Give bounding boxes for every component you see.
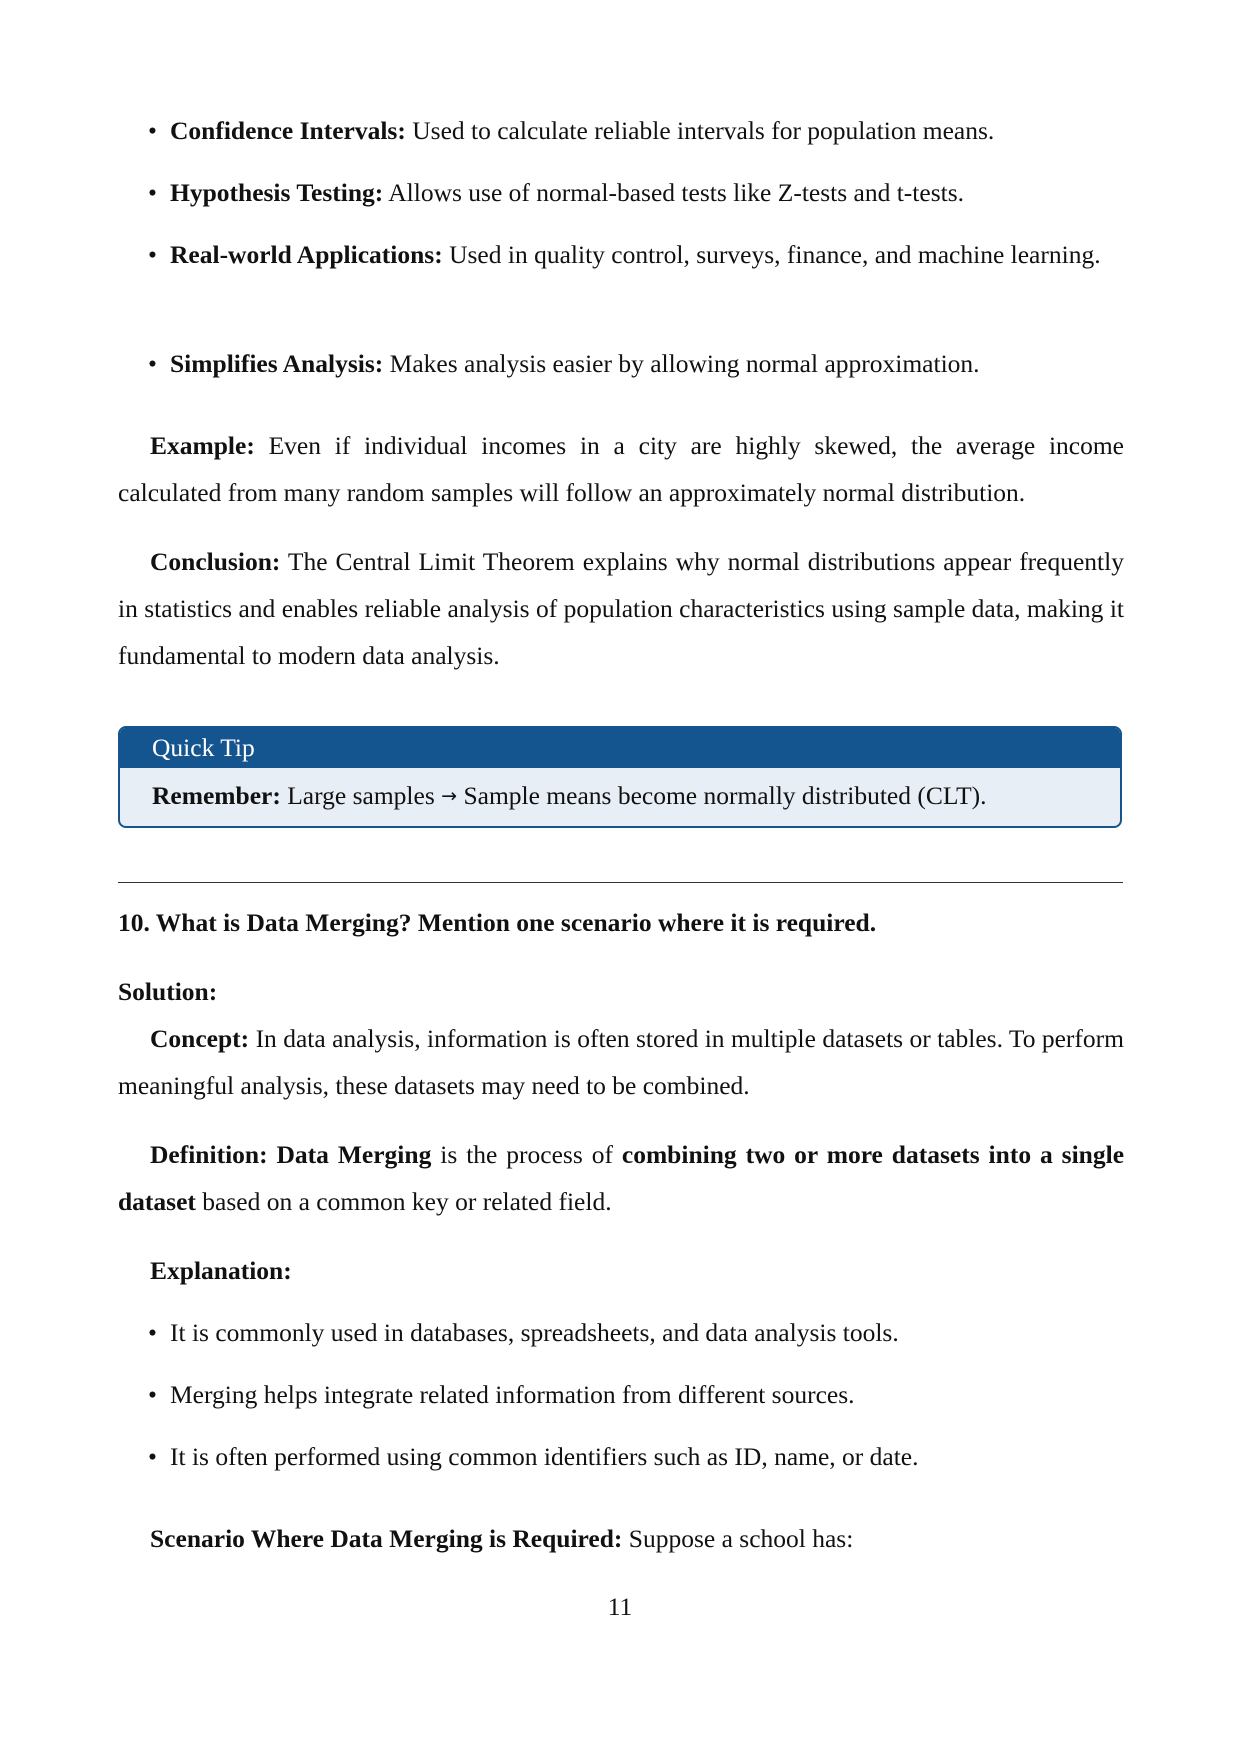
tip-text-before: Large samples (287, 781, 435, 810)
conclusion-paragraph (118, 538, 1124, 679)
bullet-text: Allows use of normal-based tests like Z-tests and t-tests. (388, 178, 965, 207)
bullet-text: Used to calculate reliable intervals for population means. (412, 116, 995, 145)
definition-mid: is the process of (440, 1140, 613, 1169)
scenario-label: Scenario Where Data Merging is Required: (150, 1524, 623, 1553)
conclusion-text: The Central Limit Theorem explains why normal distributions appear frequently in statistics and enables reliable analysis of population characteristics using sample data, making it fundamental to modern data analysis. (118, 547, 1124, 670)
explanation-text: It is commonly used in databases, spreadsheets, and data analysis tools. (170, 1318, 899, 1347)
quick-tip-title: Quick Tip (120, 728, 1120, 768)
list-item (148, 1433, 1124, 1480)
quick-tip-body (120, 768, 1120, 826)
list-item (148, 340, 1124, 387)
list-item (148, 1371, 1124, 1418)
definition-label: Definition: (150, 1140, 268, 1169)
example-paragraph (118, 422, 1124, 516)
page-number: 11 (607, 1592, 633, 1621)
definition-term: Data Merging (276, 1140, 432, 1169)
bullet-text: Makes analysis easier by allowing normal approximation. (389, 349, 980, 378)
list-item (148, 1309, 1124, 1356)
bullet-icon: • (148, 116, 157, 145)
bullet-term: Real-world Applications: (170, 240, 443, 269)
quick-tip-box (118, 726, 1122, 828)
conclusion-label: Conclusion: (150, 547, 281, 576)
bullet-term: Confidence Intervals: (170, 116, 406, 145)
list-item (148, 169, 1124, 216)
definition-end: based on a common key or related field. (202, 1187, 612, 1216)
explanation-text: Merging helps integrate related information from different sources. (170, 1380, 855, 1409)
list-item (148, 231, 1124, 278)
section-divider (118, 882, 1123, 883)
bullet-icon: • (148, 1442, 157, 1471)
bullet-icon: • (148, 178, 157, 207)
bullet-icon: • (148, 349, 157, 378)
scenario-text: Suppose a school has: (628, 1524, 854, 1553)
bullet-icon: • (148, 1380, 157, 1409)
concept-label: Concept: (150, 1024, 250, 1053)
tip-text-after: Sample means become normally distributed (CLT). (463, 781, 987, 810)
list-item (148, 107, 1124, 154)
concept-paragraph (118, 1015, 1124, 1109)
bullet-term: Simplifies Analysis: (170, 349, 384, 378)
solution-label: Solution: (118, 977, 218, 1006)
question-heading: 10. What is Data Merging? Mention one scenario where it is required. (118, 908, 877, 937)
bullet-icon: • (148, 240, 157, 269)
definition-paragraph (118, 1131, 1124, 1225)
bullet-icon: • (148, 1318, 157, 1347)
concept-text: In data analysis, information is often stored in multiple datasets or tables. To perform meaningful analysis, these datasets may need to be combined. (118, 1024, 1124, 1100)
scenario-paragraph (118, 1515, 1124, 1562)
example-label: Example: (150, 431, 255, 460)
definition-bold: combining two or more datasets into a single dataset (118, 1140, 1125, 1216)
bullet-term: Hypothesis Testing: (170, 178, 384, 207)
tip-label: Remember: (152, 781, 281, 810)
explanation-label: Explanation: (150, 1256, 292, 1285)
bullet-text: Used in quality control, surveys, finance, and machine learning. (449, 240, 1101, 269)
example-text: Even if individual incomes in a city are highly skewed, the average income calculated from many random samples will follow an approximately normal distribution. (118, 431, 1125, 507)
explanation-text: It is often performed using common identifiers such as ID, name, or date. (170, 1442, 919, 1471)
right-arrow-icon: → (441, 785, 458, 807)
